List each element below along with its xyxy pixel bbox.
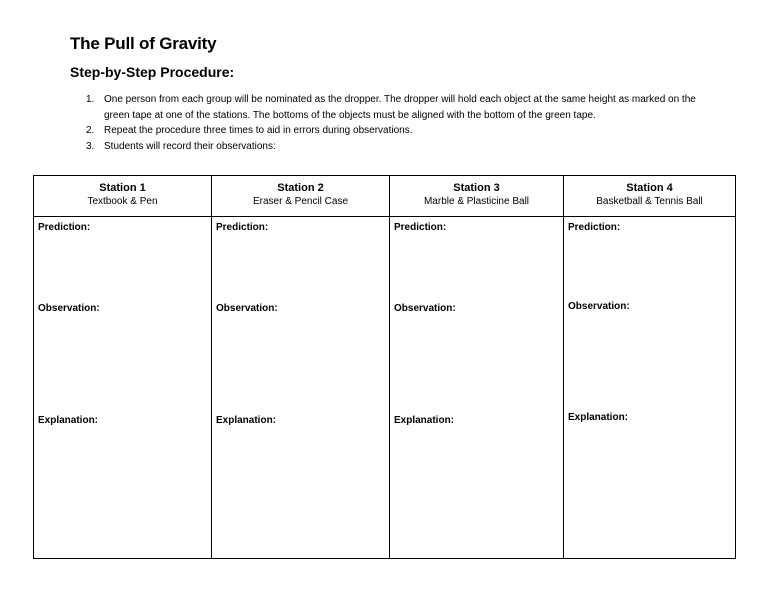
table-header-row: [34, 176, 736, 217]
step-text: One person from each group will be nominated as the dropper. The dropper will hold each object at the same height as marked on the green tape at one of the stations. The bottoms of the objects must be aligned with the bottom of the green tape.: [104, 94, 696, 121]
station-items: Basketball & Tennis Ball: [596, 196, 703, 207]
observation-label: Observation:: [394, 303, 456, 314]
station-3-cell[interactable]: [390, 217, 564, 559]
step-text: Repeat the procedure three times to aid in errors during observations.: [104, 125, 413, 136]
procedure-heading: Step-by-Step Procedure:: [70, 64, 235, 80]
station-header: [34, 176, 212, 217]
step-item: [86, 139, 706, 155]
station-header: [564, 176, 736, 217]
table-row: [34, 217, 736, 559]
step-number: 3.: [86, 140, 95, 152]
step-number: 2.: [86, 125, 95, 136]
station-items: Marble & Plasticine Ball: [423, 196, 530, 207]
step-item: [86, 92, 706, 123]
station-header: [212, 176, 390, 217]
step-text: Students will record their observations:: [104, 140, 276, 152]
step-number: 1.: [86, 94, 95, 105]
observation-label: Observation:: [216, 303, 278, 314]
observation-table: [33, 175, 736, 559]
station-items: Eraser & Pencil Case: [252, 196, 349, 207]
prediction-label: Prediction:: [568, 222, 621, 233]
station-name: Station 3: [453, 182, 500, 194]
prediction-label: Prediction:: [38, 222, 91, 233]
observation-label: Observation:: [568, 301, 630, 312]
station-name: Station 4: [626, 182, 673, 194]
document-title: The Pull of Gravity: [70, 34, 217, 53]
prediction-label: Prediction:: [394, 222, 447, 233]
explanation-label: Explanation:: [38, 415, 99, 426]
station-items: Textbook & Pen: [87, 196, 158, 207]
explanation-label: Explanation:: [216, 415, 277, 426]
station-name: Station 1: [99, 182, 146, 194]
prediction-label: Prediction:: [216, 222, 269, 233]
procedure-steps: [86, 92, 706, 154]
station-1-cell[interactable]: [34, 217, 212, 559]
station-2-cell[interactable]: [212, 217, 390, 559]
explanation-label: Explanation:: [568, 412, 629, 423]
explanation-label: Explanation:: [394, 415, 455, 426]
step-item: [86, 123, 706, 139]
station-4-cell[interactable]: [564, 217, 736, 559]
station-name: Station 2: [277, 182, 324, 194]
station-header: [390, 176, 564, 217]
observation-label: Observation:: [38, 303, 100, 314]
